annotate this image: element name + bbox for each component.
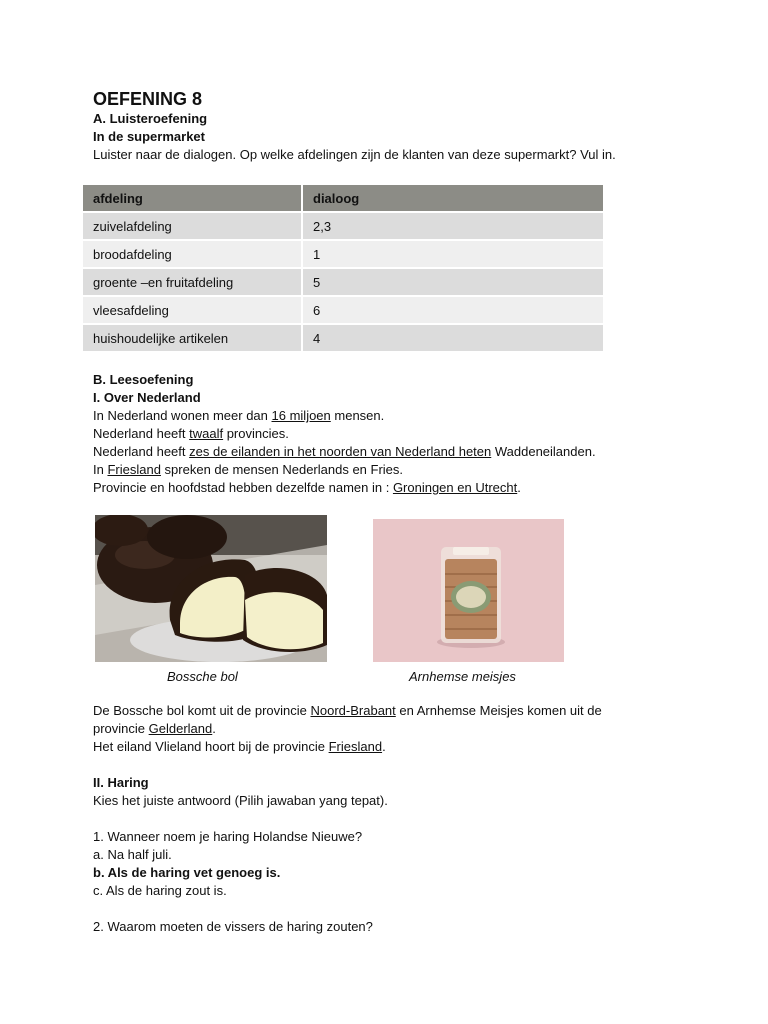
section-b-subheading: I. Over Nederland <box>93 390 201 405</box>
sentence-text: Nederland heeft <box>93 444 190 459</box>
provinces-line-2 <box>93 720 713 738</box>
question-2: 2. Waarom moeten de vissers de haring zouten? <box>93 919 373 934</box>
sentence-text: Nederland heeft <box>93 426 190 441</box>
table-header-dialoog: dialoog <box>303 185 603 211</box>
arnhemse-meisjes-illustration <box>373 519 564 662</box>
question-1: 1. Wanneer noem je haring Holandse Nieuwe? <box>93 829 363 844</box>
table-row <box>83 213 603 239</box>
sentence-5 <box>93 479 713 497</box>
table-cell-dialoog: 1 <box>303 241 603 267</box>
sentence-text: . <box>212 721 216 736</box>
department-table <box>83 183 603 353</box>
sentence-text: Waddeneilanden. <box>491 444 596 459</box>
question-1-option-a: a. Na half juli. <box>93 847 172 862</box>
answer-text: Gelderland <box>148 721 213 736</box>
sentence-text: mensen. <box>330 408 385 423</box>
table-cell-dialoog: 2,3 <box>303 213 603 239</box>
bossche-bol-photo <box>95 515 327 662</box>
sentence-text: Provincie en hoofdstad hebben dezelfde namen in : <box>93 480 393 495</box>
vlieland-line <box>93 738 713 756</box>
caption-bossche-bol: Bossche bol <box>167 669 238 684</box>
provinces-line-1 <box>93 702 713 720</box>
sentence-text: In <box>93 462 108 477</box>
sentence-2 <box>93 425 713 443</box>
sentence-3 <box>93 443 713 461</box>
question-1-option-b: b. Als de haring vet genoeg is. <box>93 865 281 880</box>
sentence-text: Het eiland Vlieland hoort bij de provincie <box>93 739 329 754</box>
section-a-heading: A. Luisteroefening <box>93 111 208 126</box>
table-cell-afdeling: zuivelafdeling <box>83 213 303 239</box>
arnhemse-meisjes-photo <box>373 519 564 662</box>
section-b-heading: B. Leesoefening <box>93 372 194 387</box>
section-c <box>93 702 713 936</box>
table-row <box>83 297 603 323</box>
section-b <box>93 371 713 497</box>
answer-text: twaalf <box>189 426 224 441</box>
haring-instruction: Kies het juiste antwoord (Pilih jawaban yang tepat). <box>93 793 388 808</box>
page-title: OEFENING 8 <box>93 89 203 109</box>
answer-text: Friesland <box>328 739 383 754</box>
table-row <box>83 325 603 351</box>
section-a-subheading: In de supermarket <box>93 129 205 144</box>
table-header-afdeling: afdeling <box>83 185 303 211</box>
table-row <box>83 269 603 295</box>
answer-text: zes de eilanden in het noorden van Nederland heten <box>189 444 492 459</box>
sentence-text: . <box>382 739 386 754</box>
table-cell-dialoog: 4 <box>303 325 603 351</box>
answer-text: Friesland <box>107 462 161 477</box>
answer-text: Groningen en Utrecht <box>392 480 518 495</box>
table-cell-dialoog: 5 <box>303 269 603 295</box>
table-cell-afdeling: groente –en fruitafdeling <box>83 269 303 295</box>
table-cell-afdeling: broodafdeling <box>83 241 303 267</box>
table-cell-afdeling: huishoudelijke artikelen <box>83 325 303 351</box>
sentence-text: De Bossche bol komt uit de provincie <box>93 703 311 718</box>
question-1-option-c: c. Als de haring zout is. <box>93 883 227 898</box>
sentence-1 <box>93 407 713 425</box>
table-header-row <box>83 185 603 211</box>
sentence-text: spreken de mensen Nederlands en Fries. <box>160 462 404 477</box>
sentence-text: provincies. <box>223 426 289 441</box>
caption-arnhemse-meisjes: Arnhemse meisjes <box>409 669 516 684</box>
sentence-4 <box>93 461 713 479</box>
table-cell-dialoog: 6 <box>303 297 603 323</box>
table-cell-afdeling: vleesafdeling <box>83 297 303 323</box>
sentence-text: en Arnhemse Meisjes komen uit de <box>395 703 602 718</box>
sentence-text: In Nederland wonen meer dan <box>93 408 272 423</box>
sentence-text: . <box>517 480 521 495</box>
bossche-bol-illustration <box>95 515 327 662</box>
table-row <box>83 241 603 267</box>
sentence-text: provincie <box>93 721 149 736</box>
header-block <box>93 88 693 164</box>
haring-heading: II. Haring <box>93 775 149 790</box>
section-a-instruction: Luister naar de dialogen. Op welke afdelingen zijn de klanten van deze supermarkt? Vul in. <box>93 147 616 162</box>
answer-text: 16 miljoen <box>271 408 331 423</box>
answer-text: Noord-Brabant <box>310 703 396 718</box>
